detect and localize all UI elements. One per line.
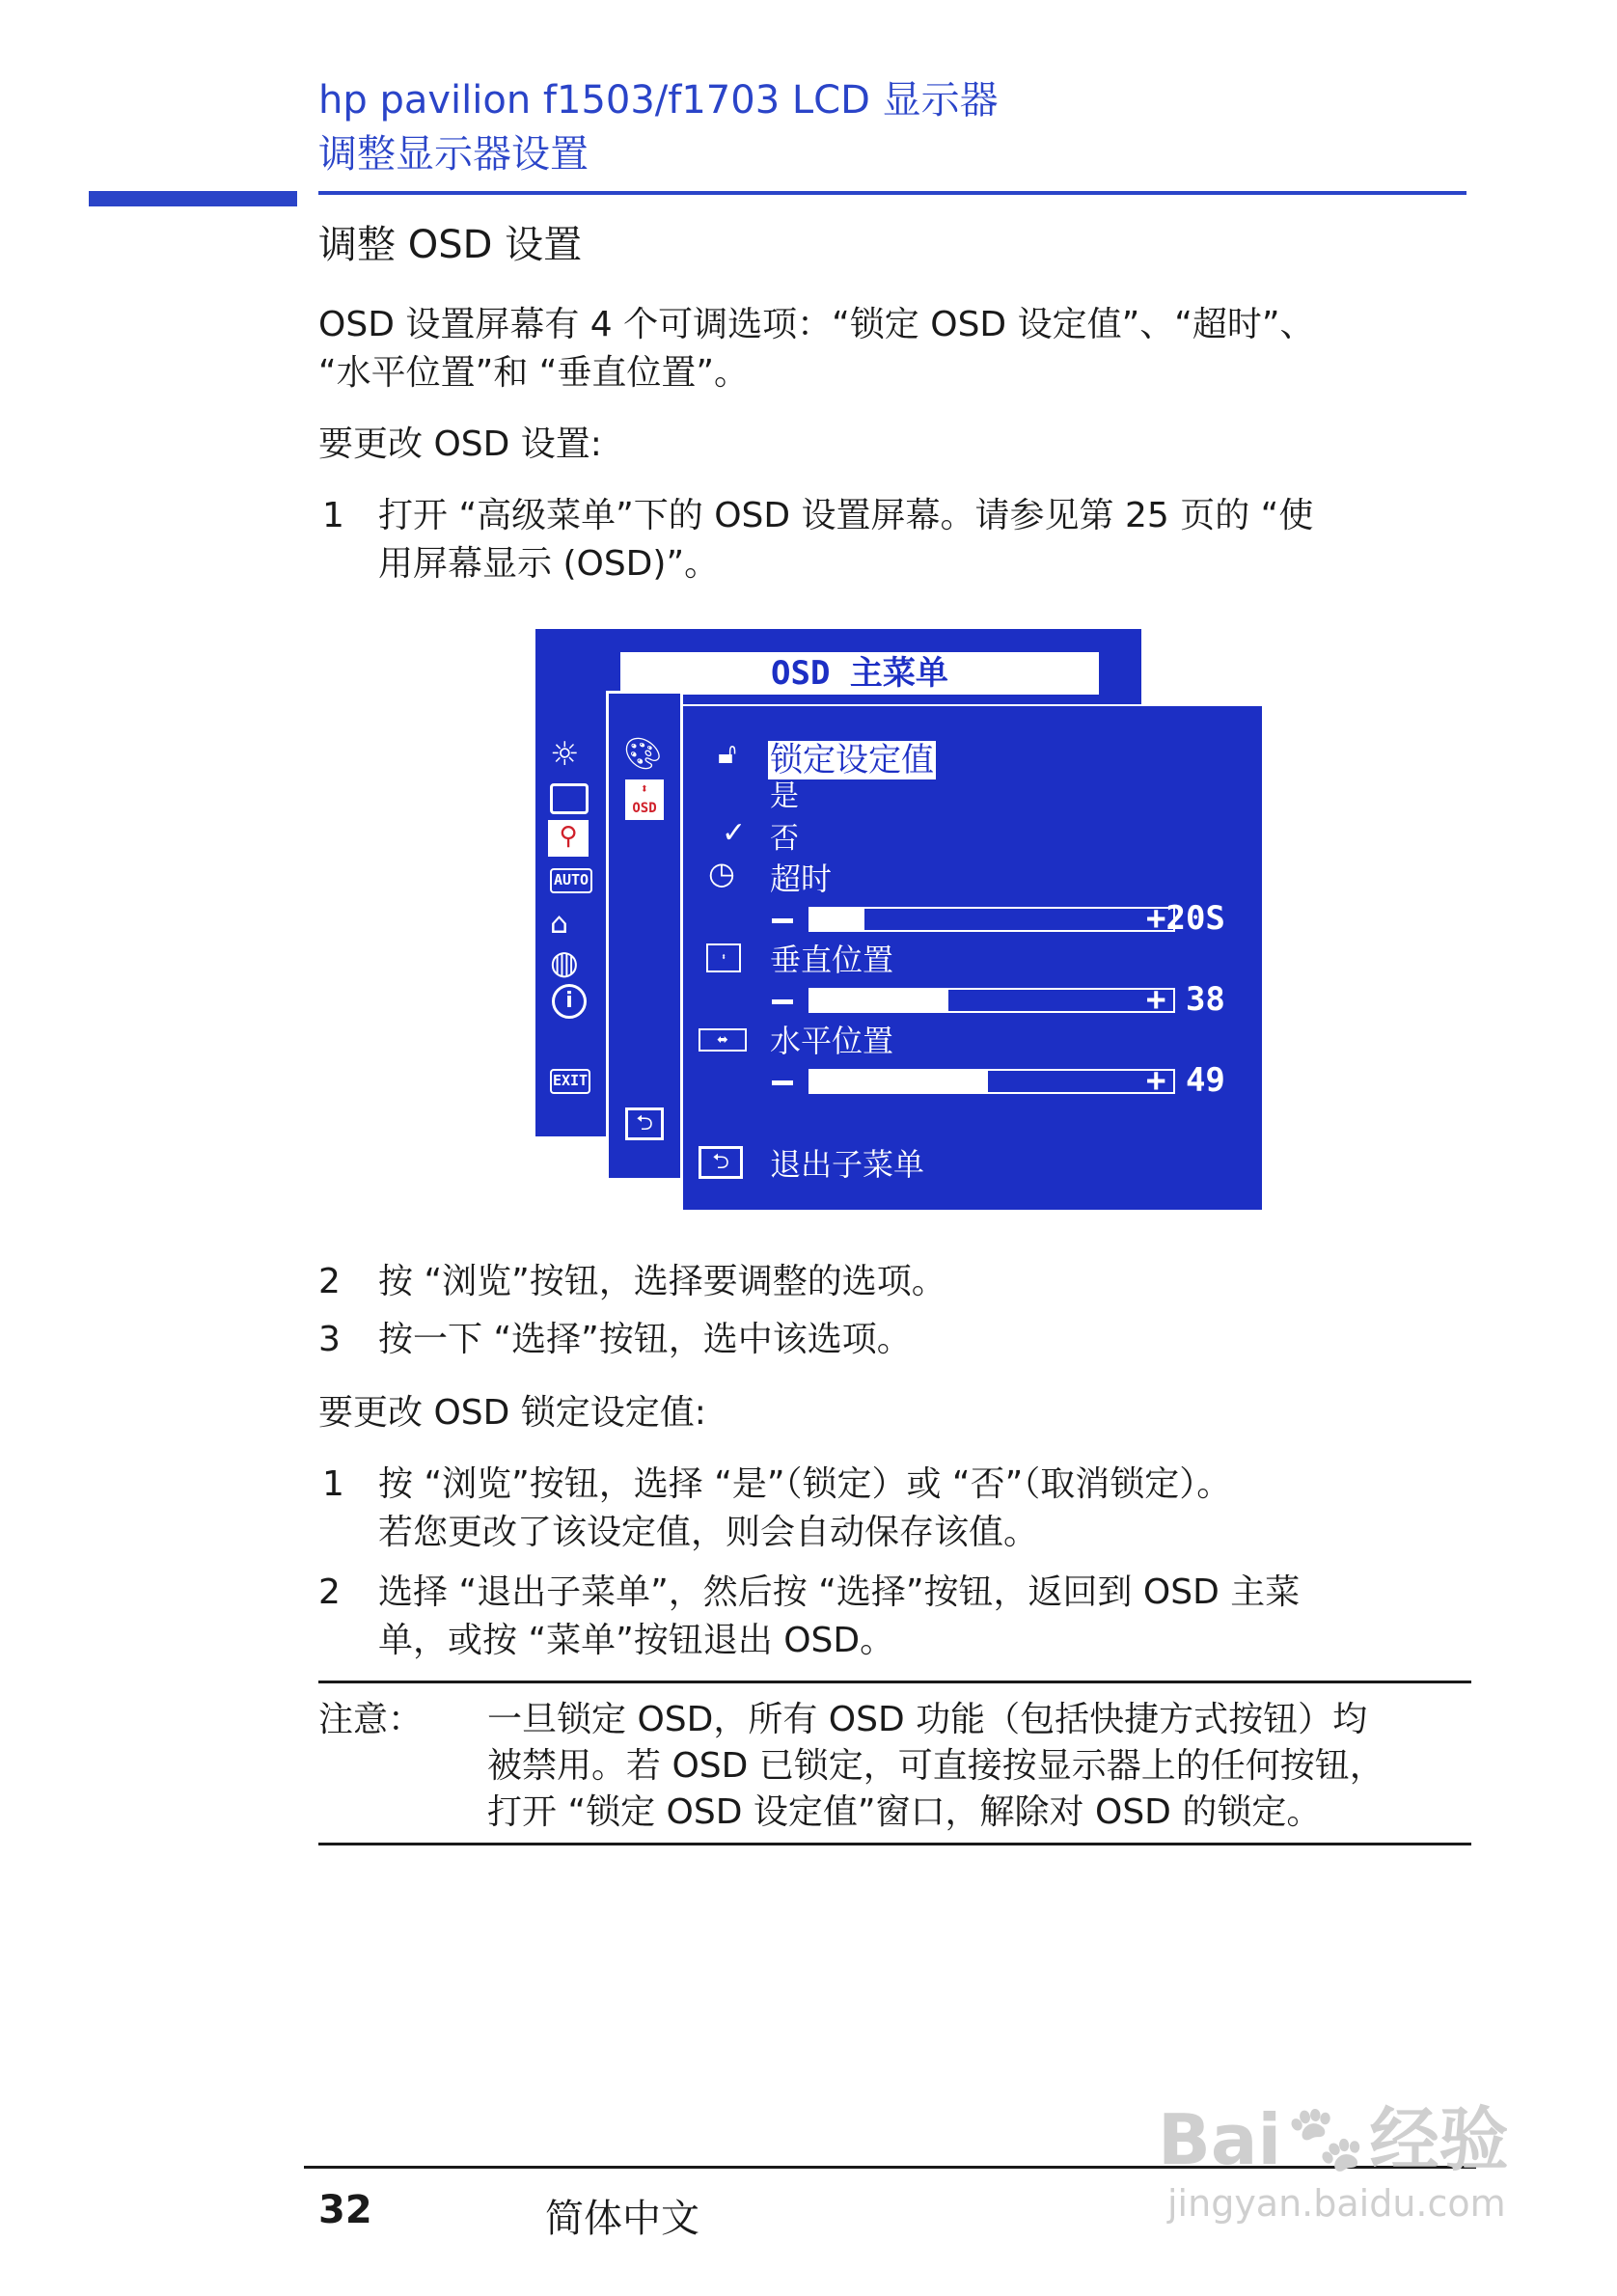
osd-vpos-label: 垂直位置 xyxy=(770,942,894,978)
document-subtitle: 调整显示器设置 xyxy=(318,132,589,177)
vertical-position-icon: ⬍ xyxy=(706,943,741,972)
step-number: 2 xyxy=(318,1262,341,1301)
horizontal-position-icon: ⬌ xyxy=(699,1028,747,1052)
note-line-2: 被禁用。若 OSD 已锁定，可直接按显示器上的任何按钮， xyxy=(487,1746,1384,1786)
clock-icon: ◷ xyxy=(708,855,735,891)
lock-icon: 🔓︎ xyxy=(718,737,737,771)
osd-option-no: 否 xyxy=(770,822,799,856)
header-accent-bar xyxy=(89,191,297,206)
vpos-value: + 38 xyxy=(1146,980,1225,1019)
palette-icon: 🎨︎ xyxy=(623,735,663,772)
watermark-brand: Bai xyxy=(1158,2099,1282,2180)
page-number: 32 xyxy=(318,2188,372,2232)
header-rule xyxy=(318,191,1466,195)
language-globe-icon: ◍ xyxy=(550,943,579,982)
exit-submenu-icon: ⮌ xyxy=(699,1146,743,1179)
intro-line-2: “水平位置”和 “垂直位置”。 xyxy=(318,353,750,393)
checkmark-icon: ✓ xyxy=(722,816,747,850)
step-number: 1 xyxy=(322,496,344,535)
exit-icon: EXIT xyxy=(550,1069,590,1094)
osd-lock-label: 锁定设定值 xyxy=(770,741,934,779)
step3-text: 按一下 “选择”按钮，选中该选项。 xyxy=(378,1320,912,1359)
minus-icon xyxy=(772,1080,793,1085)
change-osd-heading: 要更改 OSD 设置: xyxy=(318,424,602,464)
minus-icon xyxy=(772,999,793,1004)
section-title: 调整 OSD 设置 xyxy=(318,223,583,267)
osd-option-yes: 是 xyxy=(770,779,799,813)
settings-selected-icon: ⚲ xyxy=(548,820,589,857)
note-top-rule xyxy=(318,1681,1471,1683)
osd-exit-label: 退出子菜单 xyxy=(770,1146,925,1183)
watermark-logo xyxy=(1158,2084,1509,2184)
step-number: 1 xyxy=(322,1464,344,1504)
step2-text: 按 “浏览”按钮，选择要调整的选项。 xyxy=(378,1262,946,1301)
step1-line-2: 用屏幕显示 (OSD)”。 xyxy=(378,544,720,584)
hpos-value: + 49 xyxy=(1146,1061,1225,1100)
image-icon xyxy=(550,783,589,814)
osd-title-bar: OSD 主菜单 xyxy=(620,652,1099,695)
step-number: 2 xyxy=(318,1572,341,1612)
brightness-icon: ☼ xyxy=(550,735,580,774)
osd-timeout-label: 超时 xyxy=(770,861,833,897)
lock-step2-line-1: 选择 “退出子菜单”，然后按 “选择”按钮，返回到 OSD 主菜 xyxy=(378,1572,1301,1612)
hpos-slider-fill xyxy=(810,1071,988,1092)
info-icon: i xyxy=(552,984,587,1019)
vpos-slider-fill xyxy=(810,990,948,1011)
osd-settings-selected-icon: ⬍ OSD xyxy=(625,779,664,820)
step-number: 3 xyxy=(318,1320,341,1359)
footer-language: 简体中文 xyxy=(545,2197,699,2241)
note-label: 注意： xyxy=(318,1700,424,1739)
vpos-slider xyxy=(808,988,1175,1013)
timeout-slider xyxy=(808,907,1175,932)
intro-line-1: OSD 设置屏幕有 4 个可调选项：“锁定 OSD 设定值”、“超时”、 xyxy=(318,305,1315,344)
osd-tag-text: OSD xyxy=(632,801,657,816)
note-line-3: 打开 “锁定 OSD 设定值”窗口，解除对 OSD 的锁定。 xyxy=(487,1792,1322,1832)
step1-line-1: 打开 “高级菜单”下的 OSD 设置屏幕。请参见第 25 页的 “使 xyxy=(378,496,1314,535)
lock-step1-line-2: 若您更改了该设定值，则会自动保存该值。 xyxy=(378,1513,1039,1552)
timeout-value: +20S xyxy=(1146,899,1225,938)
timeout-slider-fill xyxy=(810,909,864,930)
auto-icon: AUTO xyxy=(550,868,592,893)
osd-hpos-label: 水平位置 xyxy=(770,1023,894,1059)
minus-icon xyxy=(772,918,793,923)
factory-icon: ⌂ xyxy=(550,907,569,941)
hpos-slider xyxy=(808,1069,1175,1094)
document-title: hp pavilion f1503/f1703 LCD 显示器 xyxy=(318,78,999,123)
back-arrow-icon: ⮌ xyxy=(625,1107,664,1140)
note-bottom-rule xyxy=(318,1843,1471,1845)
paw-icon: 🐾︎ xyxy=(1281,2099,1370,2180)
watermark-brand-cn: 经验 xyxy=(1369,2099,1509,2180)
lock-step2-line-2: 单，或按 “菜单”按钮退出 OSD。 xyxy=(378,1621,895,1660)
note-line-1: 一旦锁定 OSD，所有 OSD 功能（包括快捷方式按钮）均 xyxy=(487,1700,1368,1739)
watermark-url: jingyan.baidu.com xyxy=(1167,2182,1506,2225)
lock-heading: 要更改 OSD 锁定设定值: xyxy=(318,1393,706,1433)
lock-step1-line-1: 按 “浏览”按钮，选择 “是”（锁定）或 “否”（取消锁定）。 xyxy=(378,1464,1232,1504)
